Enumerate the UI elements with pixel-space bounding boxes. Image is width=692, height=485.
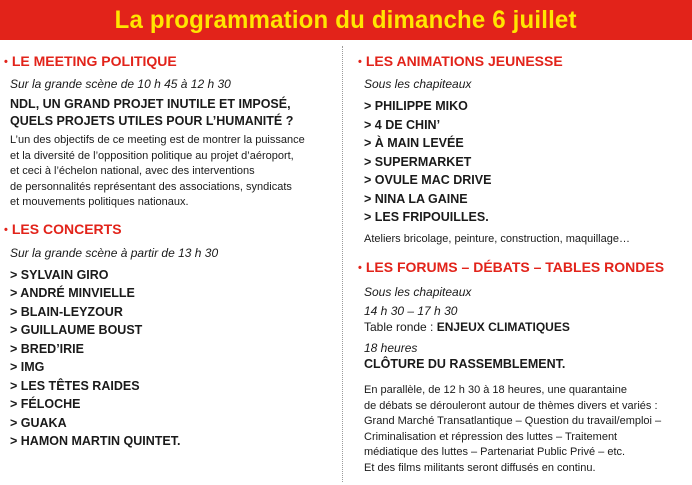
list-item: > SYLVAIN GIRO bbox=[10, 267, 109, 282]
list-item: > OVULE MAC DRIVE bbox=[364, 173, 492, 187]
bullet-icon: • bbox=[4, 56, 8, 68]
list-item: > FÉLOCHE bbox=[10, 397, 81, 411]
list-item: > GUAKA bbox=[10, 415, 67, 430]
title-banner bbox=[0, 0, 692, 40]
list-item: > HAMON MARTIN QUINTET. bbox=[10, 434, 181, 448]
list-item: > NINA LA GAINE bbox=[364, 191, 468, 206]
table-ronde-line bbox=[358, 319, 690, 336]
list-item: > LES TÊTES RAIDES bbox=[10, 378, 140, 393]
body-line: médiatique des luttes – Partenariat Public Privé – etc. bbox=[364, 446, 626, 458]
list-item: > À MAIN LEVÉE bbox=[364, 136, 464, 150]
body-line: et mouvements politiques nationaux. bbox=[10, 196, 189, 208]
section-title: LES CONCERTS bbox=[11, 220, 122, 237]
body-line: L’un des objectifs de ce meeting est de montrer la puissance bbox=[10, 134, 305, 146]
body-line: de personnalités représentant des associations, syndicats bbox=[10, 180, 292, 193]
section-subtitle: Sous les chapiteaux bbox=[364, 285, 472, 299]
section-heading-animations bbox=[358, 52, 690, 72]
closing-line: CLÔTURE DU RASSEMBLEMENT. bbox=[364, 357, 566, 371]
table-ronde-topic: ENJEUX CLIMATIQUES bbox=[436, 320, 570, 334]
list-item: > BLAIN-LEYZOUR bbox=[10, 304, 123, 319]
section-subtitle: Sous les chapiteaux bbox=[364, 77, 472, 91]
page-title: La programmation du dimanche 6 juillet bbox=[114, 5, 578, 34]
list-item: > BRED’IRIE bbox=[10, 341, 84, 356]
list-item: > ANDRÉ MINVIELLE bbox=[10, 286, 135, 300]
body-line: de débats se dérouleront autour de thèmes divers et variés : bbox=[364, 399, 658, 412]
list-item: > PHILIPPE MIKO bbox=[364, 99, 468, 113]
bullet-icon: • bbox=[4, 223, 8, 236]
body-line: Grand Marché Transatlantique – Question du travail/emploi – bbox=[364, 415, 662, 427]
table-ronde-prefix: Table ronde : bbox=[364, 320, 437, 334]
body-line: Et des films militants seront diffusés en continu. bbox=[364, 461, 596, 474]
forums-description bbox=[358, 383, 690, 476]
body-line: Criminalisation et répression des luttes – Traitement bbox=[364, 430, 618, 443]
section-heading-concerts bbox=[4, 220, 338, 240]
right-column bbox=[358, 46, 690, 476]
body-line: et ceci à l’échelon national, avec des interventions bbox=[10, 165, 255, 177]
section-heading-forums bbox=[358, 258, 690, 278]
bullet-icon: • bbox=[358, 56, 362, 68]
time-slot: 18 heures bbox=[364, 341, 418, 355]
body-line: et la diversité de l’opposition politique au projet d’aéroport, bbox=[10, 149, 294, 162]
list-item: > GUILLAUME BOUST bbox=[10, 323, 143, 337]
section-title: LES ANIMATIONS JEUNESSE bbox=[365, 53, 563, 69]
animations-note: Ateliers bricolage, peinture, construction, maquillage… bbox=[364, 232, 630, 245]
section-subtitle: Sur la grande scène à partir de 13 h 30 bbox=[10, 245, 219, 260]
list-item: > LES FRIPOUILLES. bbox=[364, 210, 489, 224]
time-slot: 14 h 30 – 17 h 30 bbox=[364, 304, 458, 318]
concerts-list bbox=[4, 266, 338, 451]
section-title: LES FORUMS – DÉBATS – TABLES RONDES bbox=[365, 259, 665, 275]
bullet-icon: • bbox=[358, 262, 362, 274]
meeting-headline bbox=[4, 96, 338, 130]
headline-line: QUELS PROJETS UTILES POUR L’HUMANITÉ ? bbox=[10, 114, 294, 128]
body-line: En parallèle, de 12 h 30 à 18 heures, une quarantaine bbox=[364, 384, 627, 396]
animations-list bbox=[358, 97, 690, 227]
headline-line: NDL, UN GRAND PROJET INUTILE ET IMPOSÉ, bbox=[10, 97, 291, 111]
list-item: > IMG bbox=[10, 360, 45, 374]
section-title: LE MEETING POLITIQUE bbox=[11, 53, 177, 69]
section-heading-meeting bbox=[4, 52, 338, 72]
left-column bbox=[4, 46, 338, 451]
list-item: > 4 DE CHIN’ bbox=[364, 117, 441, 132]
list-item: > SUPERMARKET bbox=[364, 154, 472, 169]
section-subtitle: Sur la grande scène de 10 h 45 à 12 h 30 bbox=[10, 77, 231, 91]
column-divider bbox=[342, 46, 343, 482]
meeting-description bbox=[4, 133, 338, 211]
